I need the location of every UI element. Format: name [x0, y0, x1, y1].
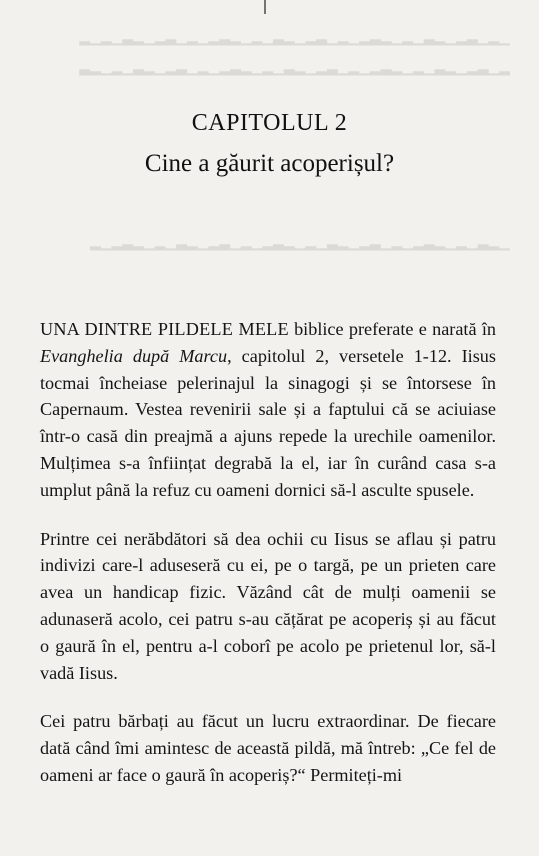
paragraph-3: Cei patru bărbați au făcut un lucru extraordinar. De fiecare dată când îmi amintesc de această pildă, mă întreb: „Ce fel de oameni ar face o gaură în acoperiș?“ Permiteți-mi [40, 711, 496, 785]
paragraph-1 [40, 316, 496, 504]
book-reference: Evanghelia după Marcu [40, 345, 228, 366]
lead-in: UNA DINTRE PILDELE MELE [40, 319, 289, 339]
chapter-number: CAPITOLUL 2 [191, 110, 348, 136]
bleed-through-texture: ▁▂▁▃▂▁▂▃▁▂▁▂▃▂▁▂▁▃▂▁▂▃▁▂▁▂▃▂▁▂▁▃▂▁▂▃▁▂▁▂ [79, 31, 510, 46]
body-text [40, 316, 496, 811]
bleed-through-texture: ▁▂▃▁▂▁▂▃▂▁▂▁▃▂▁▂▃▁▂▁▂▃▂▁▂▁▃▂▁▂▃▁▂▁▂▃▂▁▂ [90, 236, 510, 251]
page-edge-mark [264, 0, 266, 14]
chapter-title: Cine a găurit acoperișul? [144, 150, 395, 177]
paragraph-1-part-a: biblice preferate e narată în [288, 319, 496, 339]
bleed-through-texture: ▂▁▃▂▁▂▃▁▂▁▂▃▂▁▂▁▃▂▁▂▃▁▂▁▂▃▂▁▂▁▃▂▁▂▃▁▂▁▂▃ [79, 61, 510, 76]
paragraph-2: Printre cei nerăbdători să dea ochii cu Iisus se aflau și patru indivizi care-l aduseseră cu ei, pe o targă, pe un prieten care avea un handicap fizic. Văzând cât de mulți oamenii se adunaseră acolo, cei patru s-au cățărat pe acoperiș și au făcut o gaură în el, pentru a-l coborî pe acolo pe prietenul lor, să-l vadă Iisus. [40, 528, 496, 683]
paragraph-1-part-b: , capitolul 2, versetele 1-12. Iisus tocmai încheiase pelerinajul la sinagogi și se întorsese în Capernaum. Vestea revenirii sale și a faptului că se aciuiase într-o casă din preajmă a ajuns repede la urechile oamenilor. Mulțimea s-a înființat degrabă la el, iar în curând casa s-a umplut până la refuz cu oameni dornici să-l asculte spusele. [40, 345, 496, 500]
